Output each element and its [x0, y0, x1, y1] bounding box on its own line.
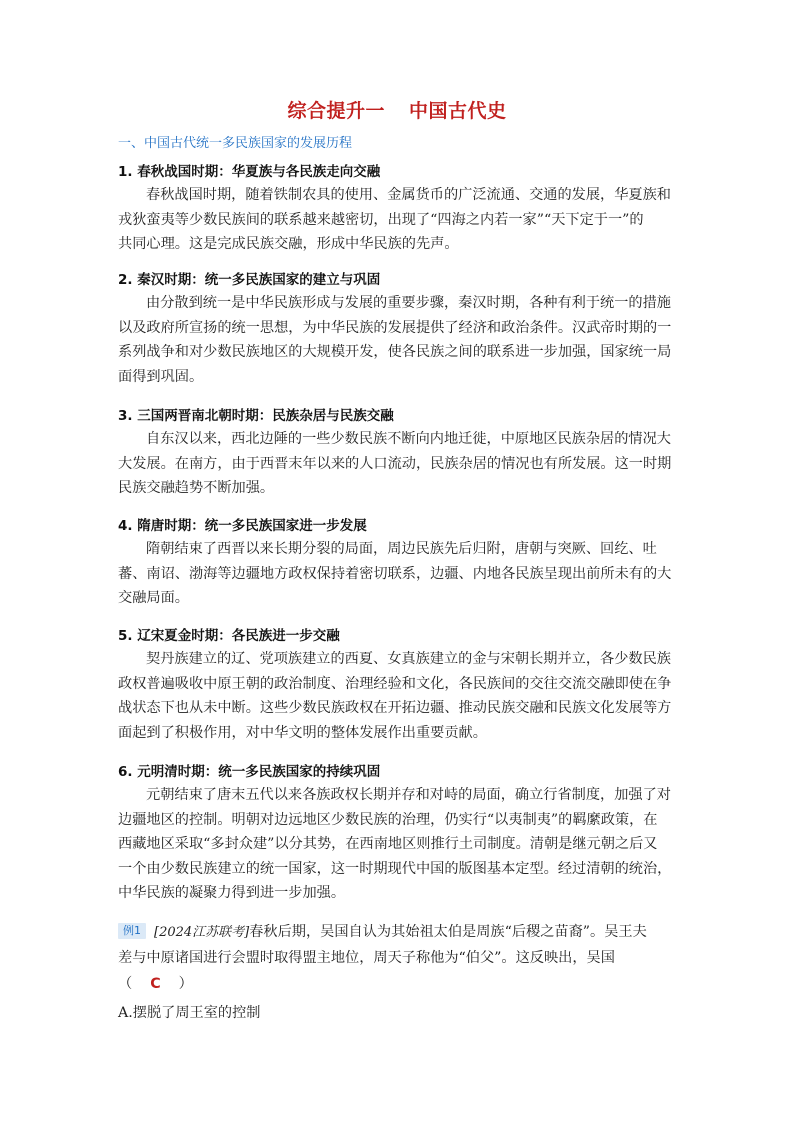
block-6-paragraph — [118, 783, 678, 906]
block-4-line: 隋朝结束了西晋以来长期分裂的局面，周边民族先后归附，唐朝与突厥、回纥、吐 — [146, 541, 657, 557]
block-5-line: 政权普遍吸收中原王朝的政治制度、治理经验和文化，各民族间的交往交流交融即使在争 — [118, 675, 672, 692]
block-4-line: 交融局面。 — [118, 590, 189, 606]
block-2-paragraph — [118, 291, 678, 389]
example-text-1: 春秋后期，吴国自认为其始祖太伯是周族“后稷之苗裔”。吴王夫 — [249, 924, 647, 940]
block-1-line: 春秋战国时期，随着铁制农具的使用、金属货币的广泛流通、交通的发展，华夏族和 — [146, 187, 671, 203]
block-5-line: 战状态下也从未中断。这些少数民族政权在开拓边疆、推动民族交融和民族文化发展等方 — [118, 700, 672, 716]
example-badge: 例1 — [118, 923, 146, 939]
block-5-line: 面起到了积极作用，对中华文明的整体发展作出重要贡献。 — [118, 724, 487, 741]
block-3-heading: 3. 三国两晋南北朝时期：民族杂居与民族交融 — [118, 408, 394, 424]
paren-open: （ — [118, 976, 133, 992]
title-part-1: 综合提升一 — [287, 100, 385, 122]
block-5-heading: 5. 辽宋夏金时期：各民族进一步交融 — [118, 628, 340, 644]
example-source: [2024江苏联考] — [154, 925, 250, 940]
block-2-line: 由分散到统一是中华民族形成与发展的重要步骤，秦汉时期，各种有利于统一的措施 — [146, 295, 671, 311]
block-1-line: 戎狄蛮夷等少数民族间的联系越来越密切，出现了“四海之内若一家”“天下定于一”的 — [118, 211, 644, 228]
example-question — [118, 920, 688, 970]
block-3-line: 大发展。在南方，由于西晋末年以来的人口流动，民族杂居的情况也有所发展。这一时期 — [118, 455, 672, 472]
block-3-line: 自东汉以来，西北边陲的一些少数民族不断向内地迁徙，中原地区民族杂居的情况大 — [146, 431, 671, 447]
title-part-2: 中国古代史 — [409, 100, 507, 122]
block-4-line: 蕃、南诏、渤海等边疆地方政权保持着密切联系，边疆、内地各民族呈现出前所未有的大 — [118, 565, 672, 582]
block-2-line: 面得到巩固。 — [118, 368, 204, 385]
paren-close: ） — [178, 976, 193, 992]
block-4-paragraph — [118, 537, 678, 611]
block-6-line: 元朝结束了唐末五代以来各族政权长期并存和对峙的局面，确立行省制度，加强了对 — [146, 787, 671, 803]
option-a[interactable]: A.摆脱了周王室的控制 — [118, 1005, 261, 1021]
block-1-paragraph — [118, 183, 678, 257]
section-heading: 一、中国古代统一多民族国家的发展历程 — [118, 136, 353, 151]
block-2-line: 以及政府所宣扬的统一思想，为中华民族的发展提供了经济和政治条件。汉武帝时期的一 — [118, 319, 672, 336]
answer-letter: C — [150, 976, 161, 992]
block-6-line: 西藏地区采取“多封众建”以分其势，在西南地区则推行土司制度。清朝是继元朝之后又 — [118, 836, 658, 852]
example-line-1 — [118, 920, 688, 946]
page-title — [0, 96, 794, 123]
block-1-line: 共同心理。这是完成民族交融，形成中华民族的先声。 — [118, 236, 459, 252]
block-6-line: 边疆地区的控制。明朝对边远地区少数民族的治理，仍实行“以夷制夷”的羁縻政策，在 — [118, 811, 658, 828]
block-5-paragraph — [118, 647, 678, 745]
block-6-line: 一个由少数民族建立的统一国家，这一时期现代中国的版图基本定型。经过清朝的统治， — [118, 860, 672, 877]
example-text-2: 差与中原诸国进行会盟时取得盟主地位，周天子称他为“伯父”。这反映出，吴国 — [118, 949, 615, 966]
block-3-line: 民族交融趋势不断加强。 — [118, 480, 275, 496]
answer-slot — [118, 973, 193, 993]
block-6-line: 中华民族的凝聚力得到进一步加强。 — [118, 885, 346, 901]
block-3-paragraph — [118, 427, 678, 501]
block-1-heading: 1. 春秋战国时期：华夏族与各民族走向交融 — [118, 164, 381, 180]
block-2-line: 系列战争和对少数民族地区的大规模开发，使各民族之间的联系进一步加强，国家统一局 — [118, 344, 672, 360]
block-4-heading: 4. 隋唐时期：统一多民族国家进一步发展 — [118, 518, 367, 534]
block-2-heading: 2. 秦汉时期：统一多民族国家的建立与巩固 — [118, 272, 381, 288]
block-5-line: 契丹族建立的辽、党项族建立的西夏、女真族建立的金与宋朝长期并立，各少数民族 — [146, 651, 671, 667]
block-6-heading: 6. 元明清时期：统一多民族国家的持续巩固 — [118, 764, 381, 780]
